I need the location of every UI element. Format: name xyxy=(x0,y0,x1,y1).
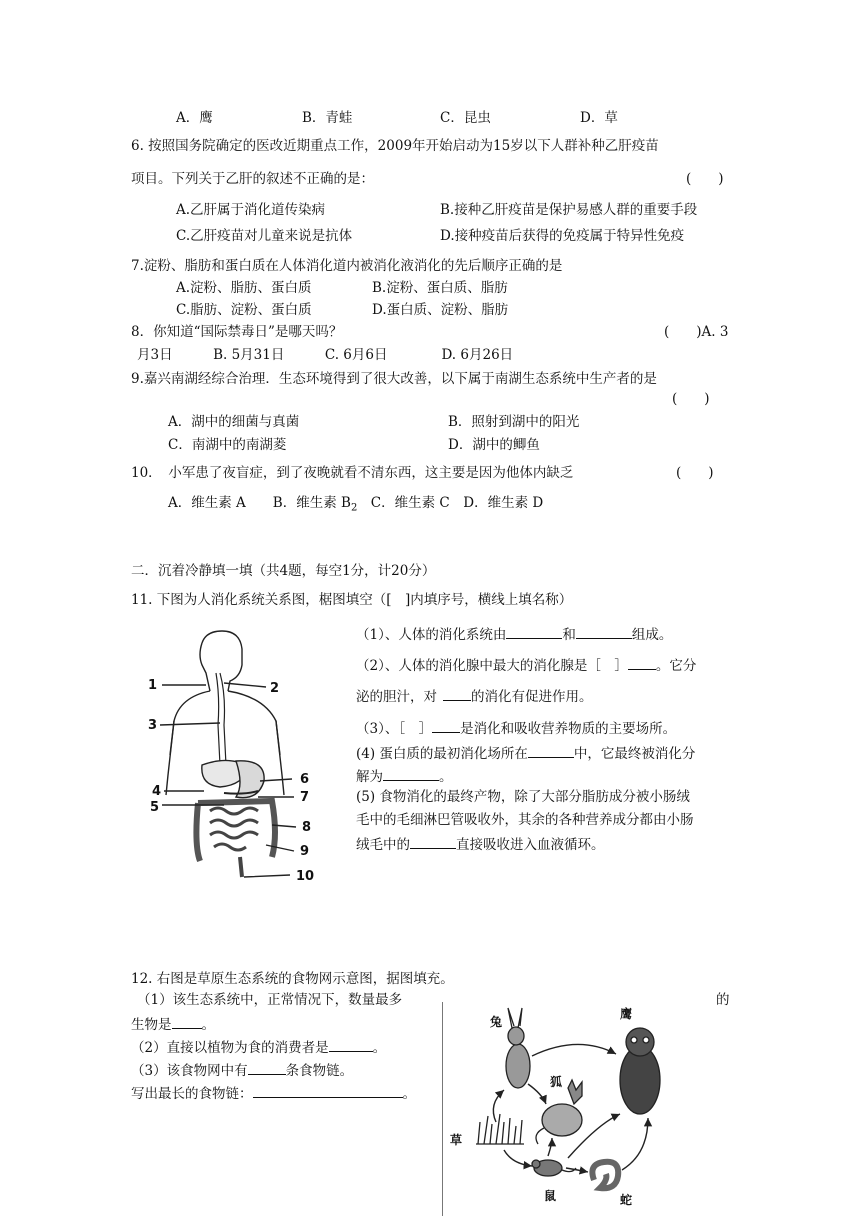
q11-blank-4a[interactable] xyxy=(528,743,574,758)
diagram-label-8: 8 xyxy=(302,820,312,835)
q5-option-c: C．昆虫 xyxy=(440,110,491,126)
q11-p5-text-c: 绒毛中的 xyxy=(356,837,410,853)
figure-divider xyxy=(442,1002,443,1216)
arrow-grass-rabbit xyxy=(493,1090,504,1122)
food-web-label-mouse: 鼠 xyxy=(544,1189,557,1203)
q11-part5-line2: 毛中的毛细淋巴管吸收外，其余的各种营养成分都由小肠 xyxy=(356,812,694,828)
q11-p4-text-d: 。 xyxy=(439,769,453,785)
q11-part5-line3 xyxy=(356,834,605,854)
q12-s1-text-d: 。 xyxy=(201,1017,215,1033)
q11-part3 xyxy=(356,718,676,738)
q7-option-c: C.脂肪、淀粉、蛋白质 xyxy=(176,302,312,318)
diagram-label-10: 10 xyxy=(296,869,315,884)
q7-stem: 7.淀粉、脂肪和蛋白质在人体消化道内被消化液消化的先后顺序正确的是 xyxy=(131,258,563,274)
q11-p3-text-a: （3）、［ ］ xyxy=(356,721,433,737)
q9-stem: 9.嘉兴南湖经综合治理．生态环境得到了很大改善，以下属于南湖生态系统中生产者的是 xyxy=(131,371,657,387)
q6-answer-paren: ( ) xyxy=(686,171,724,187)
q11-blank-2a[interactable] xyxy=(628,655,656,670)
q6-option-c: C.乙肝疫苗对儿童来说是抗体 xyxy=(176,228,353,244)
food-web-label-grass: 草 xyxy=(450,1133,463,1147)
q11-part2-cont xyxy=(356,686,593,706)
q11-blank-3[interactable] xyxy=(432,718,460,733)
q10-options xyxy=(168,494,543,518)
q9-option-d: D．湖中的鲫鱼 xyxy=(448,437,540,453)
q6-option-b: B.接种乙肝疫苗是保护易感人群的重要手段 xyxy=(440,202,698,218)
q6-stem-line1: 6. 按照国务院确定的医改近期重点工作，2009年开始启动为15岁以下人群补种乙肝疫苗 xyxy=(131,138,659,154)
digestive-system-diagram xyxy=(140,625,345,885)
q12-s4-text-b: 。 xyxy=(402,1086,416,1102)
q11-blank-2b[interactable] xyxy=(443,686,471,701)
hawk-illustration xyxy=(620,1028,660,1114)
q10-subscript: 2 xyxy=(350,502,358,514)
diagram-label-9: 9 xyxy=(300,844,310,859)
food-web-label-snake: 蛇 xyxy=(620,1193,633,1207)
q12-blank-4[interactable] xyxy=(253,1083,403,1098)
q11-blank-1b[interactable] xyxy=(576,624,632,639)
q11-p2-text-b: 。它分 xyxy=(655,658,697,674)
diagram-label-1: 1 xyxy=(148,678,158,693)
diagram-label-2: 2 xyxy=(270,681,280,696)
q11-p1-text-b: 和 xyxy=(562,627,576,643)
q12-s1-text-c: 生物是 xyxy=(131,1017,172,1033)
q12-s2-text-b: 。 xyxy=(372,1040,387,1056)
q8-answer-paren: ( )A. 3 xyxy=(664,324,729,340)
q10-stem: 10． 小军患了夜盲症，到了夜晚就看不清东西，这主要是因为他体内缺乏 xyxy=(131,465,574,481)
q11-part4-cont xyxy=(356,766,453,786)
q11-p4-text-c: 解为 xyxy=(356,769,383,785)
arrow-rabbit-hawk xyxy=(532,1044,616,1056)
q8-options: 月3日 B. 5月31日 C. 6月6日 D. 6月26日 xyxy=(137,347,514,363)
q7-option-a: A.淀粉、脂肪、蛋白质 xyxy=(176,280,312,296)
q12-stem: 12. 右图是草原生态系统的食物网示意图，据图填充。 xyxy=(131,971,454,987)
q11-p5-text-d: 直接吸收进入血液循环。 xyxy=(456,837,605,853)
arrow-snake-hawk xyxy=(622,1118,648,1170)
q12-sub4 xyxy=(131,1083,416,1103)
q11-p4-text-a: (4) 蛋白质的最初消化场所在 xyxy=(356,746,528,762)
q12-sub1-line1: （1）该生态系统中，正常情况下，数量最多 xyxy=(137,992,403,1008)
q11-stem: 11. 下图为人消化系统关系图，椐图填空（[ ]内填序号，横线上填名称） xyxy=(131,592,573,608)
q9-option-b: B．照射到湖中的阳光 xyxy=(448,414,580,430)
q11-blank-1a[interactable] xyxy=(506,624,562,639)
q11-part4 xyxy=(356,743,695,763)
food-web-label-rabbit: 兔 xyxy=(490,1015,503,1029)
q7-option-b: B.淀粉、蛋白质、脂肪 xyxy=(372,280,508,296)
q12-sub2 xyxy=(131,1037,386,1057)
q11-p1-text-c: 组成。 xyxy=(631,627,673,643)
q12-s3-text-a: （3）该食物网中有 xyxy=(131,1063,248,1079)
rabbit-illustration xyxy=(506,1008,530,1088)
q5-option-d: D．草 xyxy=(580,110,618,126)
diagram-label-4: 4 xyxy=(152,784,162,799)
q11-p2-text-a: （2）、人体的消化腺中最大的消化腺是［ ］ xyxy=(356,658,628,674)
q11-blank-5[interactable] xyxy=(410,834,456,849)
q5-option-a: A．鹰 xyxy=(176,110,213,126)
q6-option-a: A.乙肝属于消化道传染病 xyxy=(176,202,326,218)
q11-part2 xyxy=(356,655,696,675)
q12-sub1-tail: 的 xyxy=(716,992,730,1008)
q5-option-b: B．青蛙 xyxy=(302,110,353,126)
q7-option-d: D.蛋白质、淀粉、脂肪 xyxy=(372,302,509,318)
q12-s2-text-a: （2）直接以植物为食的消费者是 xyxy=(131,1040,329,1056)
q9-answer-paren: ( ) xyxy=(672,391,710,407)
q12-blank-2[interactable] xyxy=(329,1037,373,1052)
q11-blank-4b[interactable] xyxy=(383,766,439,781)
diagram-label-7: 7 xyxy=(300,790,310,805)
q6-stem-line2: 项目。下列关于乙肝的叙述不正确的是： xyxy=(131,171,374,187)
food-web-label-fox: 狐 xyxy=(550,1075,563,1089)
q9-option-c: C．南湖中的南湖菱 xyxy=(168,437,287,453)
section-2-heading: 二．沉着冷静填一填（共4题，每空1分，计20分） xyxy=(131,563,436,579)
q11-p2-text-c: 泌的胆汁，对 xyxy=(356,689,437,705)
diagram-label-6: 6 xyxy=(300,772,310,787)
q12-s3-text-b: 条食物链。 xyxy=(285,1063,354,1079)
q11-part5-line1: (5) 食物消化的最终产物，除了大部分脂肪成分被小肠绒 xyxy=(356,789,690,805)
grass-illustration xyxy=(476,1114,524,1144)
q12-sub1-line2 xyxy=(131,1014,215,1034)
arrow-rabbit-fox xyxy=(528,1084,546,1104)
fox-illustration xyxy=(536,1080,582,1144)
q12-blank-3[interactable] xyxy=(248,1060,286,1075)
q11-part1 xyxy=(356,624,672,644)
q11-p3-text-b: 是消化和吸收营养物质的主要场所。 xyxy=(460,721,677,737)
q10-options-part1: A．维生素 A B．维生素 B xyxy=(168,495,351,511)
q11-p4-text-b: 中，它最终被消化分 xyxy=(573,746,696,762)
food-web-label-hawk: 鹰 xyxy=(620,1007,633,1021)
q11-p2-text-d: 的消化有促进作用。 xyxy=(471,689,593,705)
food-web-diagram xyxy=(448,1004,680,1210)
q12-s4-text-a: 写出最长的食物链： xyxy=(131,1086,253,1102)
q12-blank-1[interactable] xyxy=(172,1014,202,1029)
q11-p1-text-a: （1）、人体的消化系统由 xyxy=(356,627,507,643)
q9-option-a: A．湖中的细菌与真菌 xyxy=(168,414,300,430)
diagram-label-3: 3 xyxy=(148,718,158,733)
diagram-label-5: 5 xyxy=(150,800,160,815)
q10-answer-paren: ( ) xyxy=(676,465,714,481)
q8-stem: 8．你知道“国际禁毒日”是哪天吗？ xyxy=(131,324,343,340)
arrow-mouse-fox xyxy=(548,1138,552,1156)
q12-sub3 xyxy=(131,1060,353,1080)
arrow-grass-mouse xyxy=(504,1150,532,1166)
q10-options-part2: C．维生素 C D．维生素 D xyxy=(357,495,544,511)
q6-option-d: D.接种疫苗后获得的免疫属于特异性免疫 xyxy=(440,228,685,244)
snake-illustration xyxy=(592,1162,618,1188)
